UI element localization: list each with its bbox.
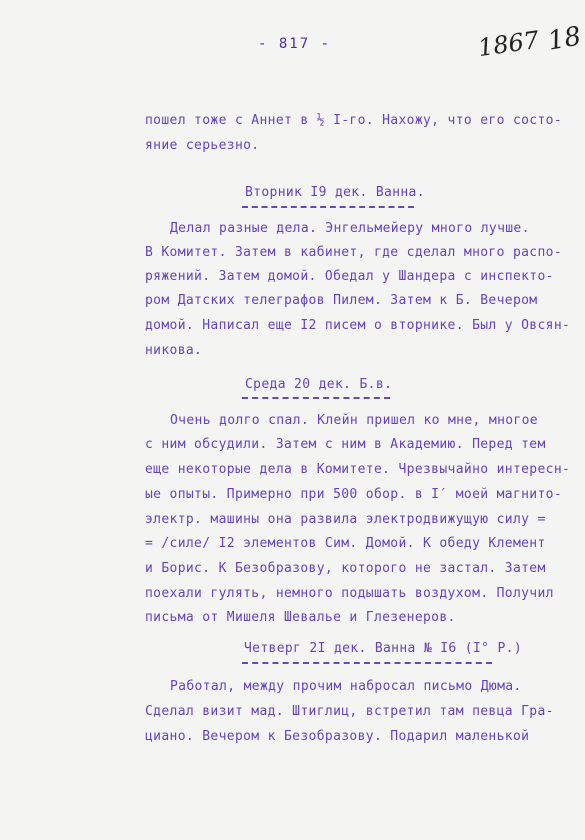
text-line: = /силе/ I2 элементов Сим. Домой. К обеду Клемент bbox=[145, 536, 546, 551]
text-line: Работал, между прочим набросал письмо Дюма. bbox=[170, 679, 522, 694]
text-line: циано. Вечером к Безобразову. Подарил маленькой bbox=[145, 729, 530, 744]
text-line: электр. машины она развила электродвижущую силу = bbox=[145, 512, 546, 527]
heading-underline bbox=[242, 206, 414, 208]
entry-heading-tuesday: Вторник I9 дек. Ванна. bbox=[245, 185, 425, 200]
text-line: Очень долго спал. Клейн пришел ко мне, многое bbox=[170, 413, 538, 428]
text-line: поехали гулять, немного подышать воздухом. Получил bbox=[145, 586, 554, 601]
text-line: письма от Мишеля Шевалье и Глезенеров. bbox=[145, 610, 456, 625]
text-line: ряжений. Затем домой. Обедал у Шандера с инспекто- bbox=[145, 269, 554, 284]
text-line: яние серьезно. bbox=[145, 138, 260, 153]
text-line: Делал разные дела. Энгельмейеру много лучше. bbox=[170, 221, 530, 236]
entry-heading-thursday: Четверг 2I дек. Ванна № I6 (I° Р.) bbox=[244, 641, 523, 656]
heading-underline bbox=[242, 662, 492, 664]
text-line: ром Датских телеграфов Пилем. Затем к Б. Вечером bbox=[145, 293, 538, 308]
heading-underline bbox=[242, 397, 390, 399]
text-line: никова. bbox=[145, 343, 203, 358]
text-line: ые опыты. Примерно при 500 обор. в I′ моей магнито- bbox=[145, 487, 563, 502]
text-line: Сделал визит мад. Штиглиц, встретил там певца Гра- bbox=[145, 704, 554, 719]
text-line: с ним обсудили. Затем с ним в Академию. Перед тем bbox=[145, 437, 546, 452]
text-line: домой. Написал еще I2 писем о вторнике. Был у Овсян- bbox=[145, 318, 571, 333]
handwritten-year: 1867 bbox=[476, 25, 541, 63]
text-line: и Борис. К Безобразову, которого не застал. Затем bbox=[145, 561, 546, 576]
text-line: еще некоторые дела в Комитете. Чрезвычайно интересн- bbox=[145, 462, 571, 477]
text-line: В Комитет. Затем в кабинет, где сделал много распо- bbox=[145, 245, 563, 260]
page-number: - 817 - bbox=[258, 36, 332, 52]
entry-heading-wednesday: Среда 20 дек. Б.в. bbox=[245, 377, 393, 392]
handwritten-sheet-number: 18 bbox=[545, 21, 584, 57]
text-line: пошел тоже с Аннет в ½ I-го. Нахожу, что его состо- bbox=[145, 113, 563, 128]
